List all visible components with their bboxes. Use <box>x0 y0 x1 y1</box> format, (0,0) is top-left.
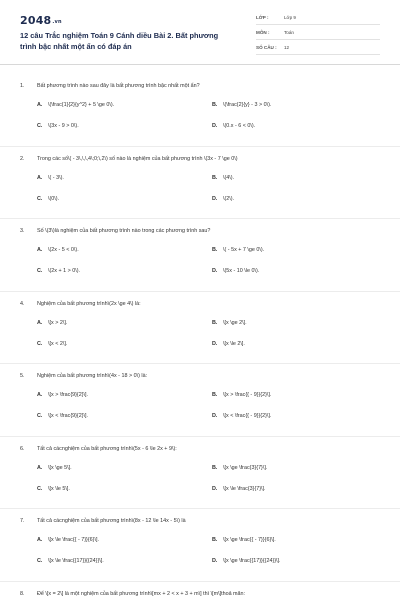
question-stem <box>20 227 380 235</box>
option-text: \[x \le 2\]. <box>223 340 245 347</box>
option-letter: D. <box>212 340 218 347</box>
question-number: 2. <box>20 155 25 162</box>
option-letter: A. <box>37 247 43 253</box>
option-text: \(5x - 10 \le 0\). <box>223 268 260 274</box>
answer-option[interactable] <box>37 175 64 181</box>
answer-option[interactable] <box>212 558 281 564</box>
option-letter: C. <box>37 123 43 129</box>
option-text: \[x > 2\]. <box>48 319 68 326</box>
meta-value: Toán <box>284 29 294 35</box>
option-letter: B. <box>212 319 218 326</box>
option-letter: A. <box>37 174 43 181</box>
option-letter: B. <box>212 392 218 398</box>
page-header <box>0 0 400 65</box>
option-text: \[x < 2\]. <box>48 340 68 347</box>
question-stem <box>20 590 380 598</box>
answer-option[interactable] <box>212 247 264 253</box>
question-text: Nghiệm của bất phương trình\(2x \ge 4\) là: <box>37 300 141 307</box>
meta-value: Lớp 9 <box>284 14 296 20</box>
option-letter: A. <box>37 102 43 108</box>
answer-option[interactable] <box>212 268 259 274</box>
question-text: Nghiệm của bất phương trình\(4x - 18 > 0\) là: <box>37 373 148 379</box>
logo-suffix: .vn <box>52 19 62 25</box>
answer-option[interactable] <box>37 196 59 202</box>
option-text: \[x \le \frac{3}{7}\]. <box>223 485 266 492</box>
meta-key: LỚP : <box>256 14 269 20</box>
option-letter: D. <box>212 195 218 202</box>
question-item <box>0 364 400 437</box>
option-text: \[x \ge 5\]. <box>48 464 72 471</box>
question-item <box>0 74 400 147</box>
answer-option[interactable] <box>37 247 79 253</box>
question-text: Bất phương trình nào sau đây là bất phương trình bậc nhất một ẩn? <box>37 83 200 89</box>
question-number: 6. <box>20 445 25 452</box>
question-item <box>0 509 400 582</box>
option-letter: A. <box>37 537 43 543</box>
answer-option[interactable] <box>212 465 267 471</box>
question-stem <box>20 155 380 163</box>
option-letter: D. <box>212 268 218 274</box>
answer-option[interactable] <box>212 537 276 543</box>
option-letter: C. <box>37 485 43 492</box>
question-number: 8. <box>20 590 25 597</box>
option-letter: A. <box>37 392 43 398</box>
answer-option[interactable] <box>212 196 234 202</box>
meta-row-subject <box>256 25 380 40</box>
question-stem <box>20 517 380 525</box>
question-stem <box>20 445 380 453</box>
question-item <box>0 219 400 292</box>
answer-option[interactable] <box>37 486 70 492</box>
answer-option[interactable] <box>212 413 271 419</box>
option-text: \( - 3\). <box>48 174 64 181</box>
answer-option[interactable] <box>37 413 88 419</box>
question-item <box>0 437 400 510</box>
option-letter: D. <box>212 558 218 564</box>
option-text: \( - 5x + 7 \ge 0\). <box>223 247 265 253</box>
question-number: 1. <box>20 83 25 89</box>
question-text: Số \(3\)là nghiệm của bất phương trình nào trong các phương trình sau? <box>37 228 211 234</box>
option-text: \(\frac{1}{2}{y^2} + 5 \ge 0\). <box>48 102 115 108</box>
question-number: 5. <box>20 373 25 379</box>
option-letter: C. <box>37 558 43 564</box>
answer-option[interactable] <box>212 320 247 326</box>
answer-option[interactable] <box>212 175 234 181</box>
option-letter: C. <box>37 195 43 202</box>
answer-option[interactable] <box>212 341 245 347</box>
option-text: \[x > \frac{9}{2}\]. <box>48 392 89 398</box>
option-letter: B. <box>212 174 218 181</box>
question-number: 4. <box>20 300 25 307</box>
answer-option[interactable] <box>37 320 67 326</box>
option-text: \(0\). <box>48 195 60 202</box>
option-text: \[x \ge \frac{3}{7}\]. <box>223 464 268 471</box>
answer-option[interactable] <box>37 268 80 274</box>
option-text: \(0.x - 6 < 0\). <box>223 123 256 129</box>
question-number: 3. <box>20 228 25 234</box>
answer-option[interactable] <box>37 537 99 543</box>
option-text: \(4\). <box>223 174 235 181</box>
option-text: \[x \le \frac{{ - 7}}{6}\]. <box>48 537 99 543</box>
answer-option[interactable] <box>37 102 114 108</box>
meta-key: SỐ CÂU : <box>256 44 277 50</box>
option-letter: C. <box>37 340 43 347</box>
meta-row-class <box>256 10 380 25</box>
answer-option[interactable] <box>37 558 104 564</box>
site-logo[interactable] <box>20 14 62 27</box>
question-item <box>0 582 400 600</box>
question-text: Trong các số\( - 3\,\,\,4\;0;\,2\) số nào là nghiệm của bất phương trình \(3x - 7 \ge 0\) <box>37 155 238 162</box>
question-list <box>0 74 400 600</box>
option-text: \[x < \frac{9}{2}\]. <box>48 413 89 419</box>
option-letter: D. <box>212 123 218 129</box>
question-stem <box>20 372 380 380</box>
option-letter: A. <box>37 464 43 471</box>
meta-value: 12 <box>284 44 290 50</box>
meta-row-count <box>256 40 380 55</box>
option-letter: A. <box>37 319 43 326</box>
option-letter: B. <box>212 537 218 543</box>
option-text: \[x < \frac{{ - 9}}{2}\]. <box>223 413 272 419</box>
answer-option[interactable] <box>37 392 88 398</box>
answer-option[interactable] <box>212 123 255 129</box>
answer-option[interactable] <box>37 123 79 129</box>
question-stem <box>20 82 380 90</box>
page-title: 12 câu Trắc nghiệm Toán 9 Cánh diều Bài 2. Bất phương trình bậc nhất một ẩn có đáp án <box>20 31 219 51</box>
option-letter: D. <box>212 485 218 492</box>
question-item <box>0 292 400 365</box>
question-item <box>0 147 400 220</box>
meta-info <box>256 10 380 55</box>
answer-option[interactable] <box>212 392 271 398</box>
option-letter: B. <box>212 464 218 471</box>
option-letter: B. <box>212 102 218 108</box>
question-text: Tất cả cácnghiệm của bất phương trình\(8x - 12 \le 14x - 5\) là <box>37 518 186 524</box>
option-text: \(2x + 1 > 0\). <box>48 268 81 274</box>
meta-key: MÔN : <box>256 29 270 35</box>
option-text: \(2\). <box>223 195 235 202</box>
logo-text: 2048 <box>20 14 52 27</box>
option-text: \[x \ge \frac{{ - 7}}{6}\]. <box>223 537 276 543</box>
option-text: \(3x - 9 > 0\). <box>48 123 79 129</box>
option-text: \[x \ge 2\]. <box>223 319 247 326</box>
option-text: \[x \le 5\]. <box>48 485 70 492</box>
option-letter: C. <box>37 413 43 419</box>
answer-option[interactable] <box>212 102 271 108</box>
answer-option[interactable] <box>37 341 67 347</box>
question-text: Để \[x = 2\] là một nghiệm của bất phương trình\[mx + 2 < x + 3 + m\] thì \[m\]thoả mãn: <box>37 590 246 597</box>
question-text: Tất cả cácnghiệm của bất phương trình\(5x - 6 \le 2x + 9\): <box>37 445 177 452</box>
question-number: 7. <box>20 518 25 524</box>
option-letter: C. <box>37 268 43 274</box>
option-text: \(\frac{2}{y} - 3 > 0\). <box>223 102 272 108</box>
option-letter: B. <box>212 247 218 253</box>
option-text: \(2x - 5 < 0\). <box>48 247 79 253</box>
option-letter: D. <box>212 413 218 419</box>
option-text: \[x > \frac{{ - 9}}{2}\]. <box>223 392 272 398</box>
question-stem <box>20 300 380 308</box>
option-text: \[x \ge \frac{{17}}{{24}}\]. <box>223 558 281 564</box>
option-text: \[x \le \frac{{17}}{{24}}\]. <box>48 558 104 564</box>
answer-option[interactable] <box>212 486 266 492</box>
answer-option[interactable] <box>37 465 72 471</box>
